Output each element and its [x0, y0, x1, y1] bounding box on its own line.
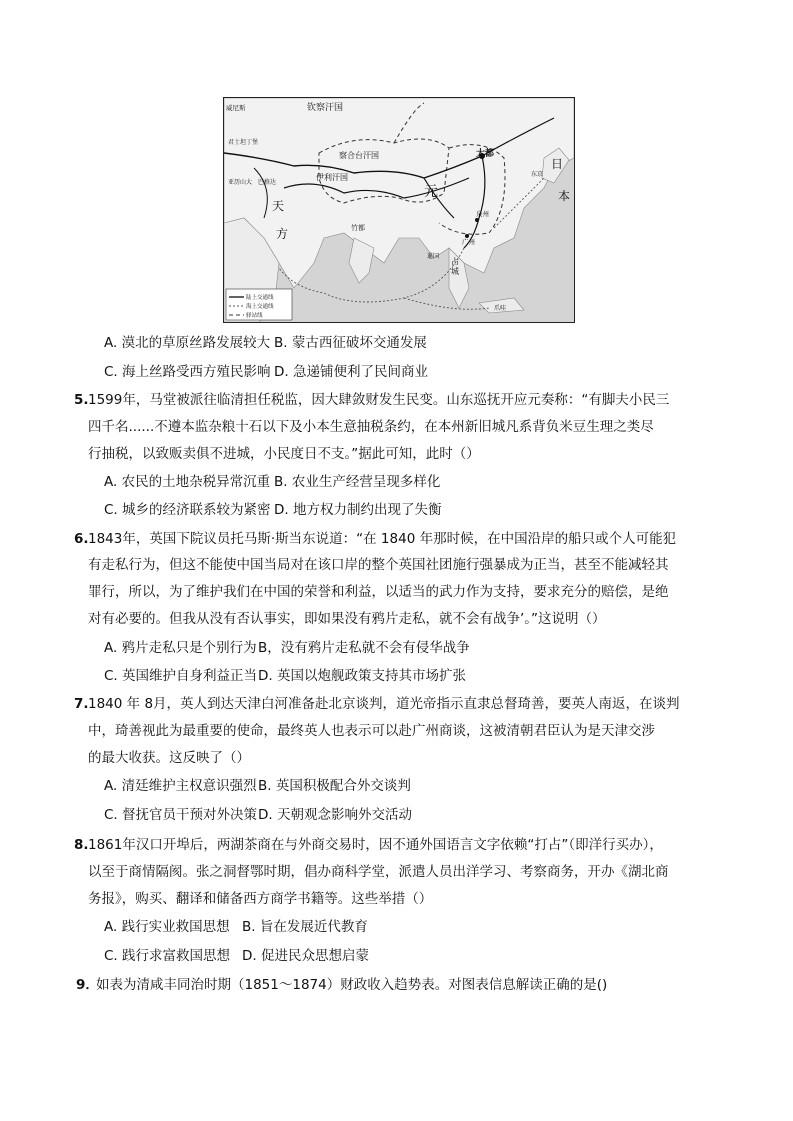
q7-option-d: D. 天朝观念影响外交活动 — [258, 807, 412, 823]
q6-stem-line2: 有走私行为，但这不能使中国当局对在该口岸的整个英国社团施行强暴成为正当，甚至不能减轻其 — [88, 557, 669, 573]
q7-option-c: C. 督抚官员干预对外决策 — [104, 807, 258, 823]
map-label-yuan: 元 — [424, 184, 438, 200]
map-label-tianzhu: 竹都 — [351, 224, 365, 232]
map-label-golden-horde: 钦察汗国 — [307, 103, 344, 113]
map-label-japan-1: 日 — [551, 157, 564, 171]
q6-option-a: A. 鸦片走私只是个别行为 — [104, 640, 257, 656]
map-label-baghdad: 巴格达 — [258, 179, 277, 186]
q6-stem-line3: 罪行，所以，为了维护我们在中国的荣誉和利益，以适当的武力作为支持，要求充分的赔偿，是绝 — [88, 584, 669, 600]
q6-stem-line1: 1843年，英国下院议员托马斯·斯当东说道：“在 1840 年那时候，在中国沿岸的船只或个人可能犯 — [88, 531, 677, 547]
q6-option-b: B，没有鸦片走私就不会有侵华战争 — [258, 640, 470, 656]
map-graphic — [224, 98, 574, 322]
map-label-alexandria: 亚历山大 — [228, 179, 253, 186]
map-label-venice: 威尼斯 — [226, 104, 246, 112]
q8-option-b: B. 旨在发展近代教育 — [242, 919, 368, 935]
map-legend-sea: 海上交通线 — [246, 304, 274, 310]
q7-option-a: A. 清廷维护主权意识强烈 — [104, 778, 257, 794]
q8-option-c: C. 践行求富救国思想 — [104, 948, 231, 964]
q7-stem-line2: 中，琦善视此为最重要的使命，最终英人也表示可以赴广州商谈，这被清朝君臣认为是天津交涉 — [88, 723, 655, 739]
map-label-tianfang-2: 方 — [276, 227, 289, 241]
q5-option-b: B. 农业生产经营呈现多样化 — [274, 474, 441, 490]
q8-number: 8. — [74, 837, 89, 853]
q7-stem-line1: 1840 年 8月，英人到达天津白河准备赴北京谈判，道光帝指示直隶总督琦善，要英人南返，在谈判 — [88, 696, 680, 712]
q5-option-c: C. 城乡的经济联系较为紧密 — [104, 502, 271, 518]
map-label-pinggu: 暹国 — [427, 253, 440, 260]
q8-option-d: D. 促进民众思想启蒙 — [242, 948, 369, 964]
q5-option-a: A. 农民的土地杂税异常沉重 — [104, 474, 271, 490]
q9-stem-line1: 如表为清咸丰同治时期（1851～1874）财政收入趋势表。对图表信息解读正确的是() — [96, 977, 608, 993]
q8-stem-line3: 务报》，购买、翻译和储备西方商学书籍等。这些举措（） — [88, 891, 433, 907]
q8-stem-line2: 以至于商情隔阂。张之洞督鄂时期，倡办商科学堂，派遣人员出洋学习、考察商务，开办《湖北商 — [88, 864, 669, 880]
q6-option-d: D. 英国以炮舰政策支持其市场扩张 — [258, 668, 466, 684]
q5-number: 5. — [74, 392, 89, 408]
map-label-champa-2: 城 — [451, 267, 459, 276]
q7-stem-line3: 的最大收获。这反映了（） — [88, 750, 250, 766]
q7-option-b: B. 英国积极配合外交谈判 — [258, 778, 411, 794]
map-label-chagatai: 察合台汗国 — [339, 151, 379, 160]
map-label-java: 爪哇 — [494, 305, 507, 312]
q5-stem-line1: 1599年，马堂被派往临清担任税监，因大肆敛财发生民变。山东巡抚开应元奏称：“有脚夫小民三 — [88, 392, 670, 408]
q6-stem-line4: 对有必要的。但我从没有否认事实，即如果没有鸦片走私，就不会有战争’。”这说明（） — [88, 611, 606, 627]
q7-number: 7. — [74, 696, 89, 712]
q8-stem-line1: 1861年汉口开埠后，两湖茶商在与外商交易时，因不通外国语言文字依赖“打占”（即洋行买办）， — [88, 837, 663, 853]
map-label-guangzhou: 广州 — [462, 238, 475, 246]
map-label-dadu: 大都 — [476, 149, 495, 159]
q4-option-b: B. 蒙古西征破坏交通发展 — [274, 335, 427, 351]
map-label-japan-2: 本 — [558, 189, 571, 203]
map-label-ilkhanate: 伊利汗国 — [316, 173, 348, 182]
map-label-champa-1: 占 — [451, 257, 459, 266]
q6-number: 6. — [74, 531, 89, 547]
q4-option-d: D. 急递铺便利了民间商业 — [274, 364, 428, 380]
yuan-trade-routes-map — [223, 97, 575, 323]
map-legend-land: 陆上交通线 — [246, 295, 274, 301]
map-label-dongjing: 东京 — [531, 171, 544, 178]
q8-option-a: A. 践行实业救国思想 — [104, 919, 230, 935]
map-label-tianfang-1: 天 — [272, 199, 285, 213]
q5-stem-line2: 四千名......不遵本监杂粮十石以下及小本生意抽税条约，在本州新旧城凡系背负米豆生理之类尽 — [88, 419, 654, 435]
q6-option-c: C. 英国维护自身利益正当 — [104, 668, 258, 684]
map-label-quanzhou: 泉州 — [476, 210, 489, 218]
q4-option-a: A. 漠北的草原丝路发展较大 — [104, 335, 271, 351]
q5-stem-line3: 行抽税，以致贩卖俱不进城，小民度日不支。”据此可知，此时（） — [88, 446, 480, 462]
map-label-constantinople: 君士坦丁堡 — [228, 139, 259, 146]
map-legend-post: 驿站线 — [246, 313, 263, 319]
q9-number: 9． — [76, 977, 99, 993]
q5-option-d: D. 地方权力制约出现了失衡 — [274, 502, 442, 518]
q4-option-c: C. 海上丝路受西方殖民影响 — [104, 364, 271, 380]
